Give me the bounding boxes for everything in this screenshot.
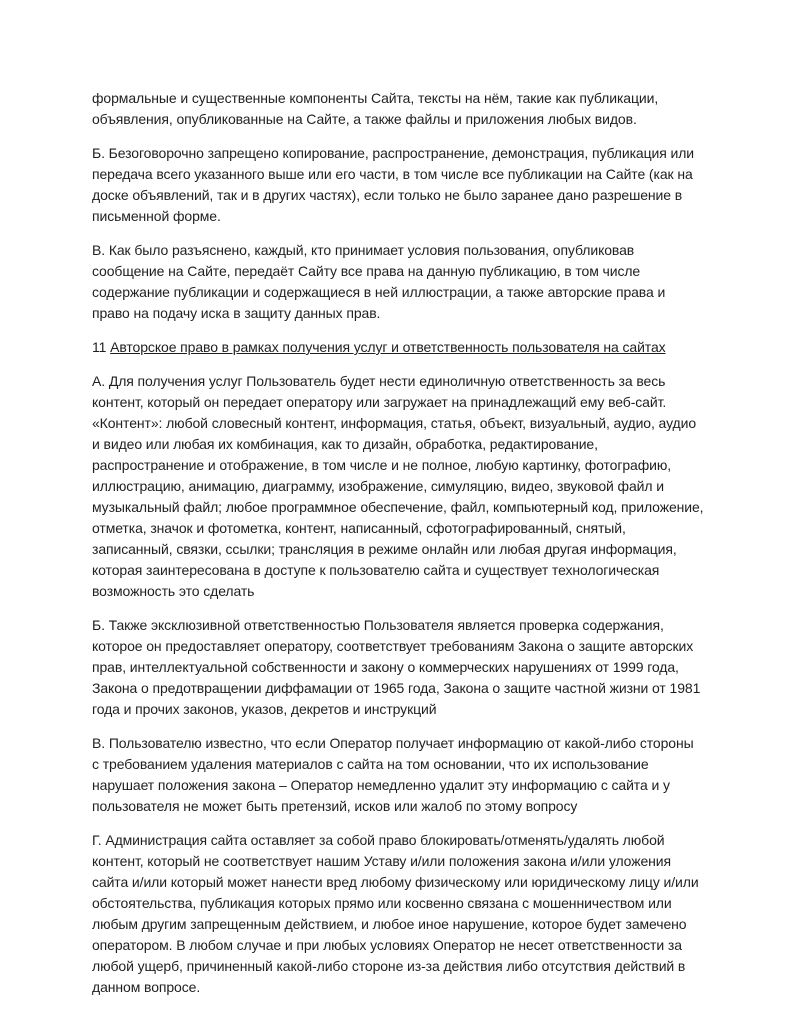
paragraph: Б. Безоговорочно запрещено копирование, распространение, демонстрация, публикация или передача всего указанного выше или его части, в том числе все публикации на Сайте (как на доске объявлений, так и в других частях), если только не было заранее дано разрешение в письменной форме. (92, 145, 695, 224)
document-body (92, 88, 704, 1011)
paragraph: Г. Администрация сайта оставляет за собой право блокировать/отменять/удалять любой контент, который не соответствует нашим Уставу и/или положения закона и/или уложения сайта и/или который может нанести вред любому физическому или юридическому лицу и/или обстоятельства, публикация которых прямо или косвенно связана с мошенничеством или любым другим запрещенным действием, и любое иное нарушение, которое будет замечено оператором. В любом случае и при любых условиях Оператор не несет ответственности за любой ущерб, причиненный какой-либо стороне из-за действия либо отсутствия действий в данном вопросе. (92, 832, 699, 995)
section-heading (92, 337, 704, 358)
paragraph: В. Как было разъяснено, каждый, кто принимает условия пользования, опубликовав сообщение на Сайте, передаёт Сайту все права на данную публикацию, в том числе содержание публикации и содержащиеся в ней иллюстрации, а также авторские права и право на подачу иска в защиту данных прав. (92, 242, 666, 321)
section-number: 11 (92, 339, 111, 355)
paragraph: Б. Также эксклюзивной ответственностью Пользователя является проверка содержания, которое он предоставляет оператору, соответствует требованиям Закона о защите авторских прав, интеллектуальной собственности и закону о коммерческих нарушениях от 1999 года, Закона о предотвращении диффамации от 1965 года, Закона о защите частной жизни от 1981 года и прочих законов, указов, декретов и инструкций (92, 617, 701, 717)
paragraph: А. Для получения услуг Пользователь будет нести единоличную ответственность за весь контент, который он передает оператору или загружает на принадлежащий ему веб-сайт. «Контент»: любой словесный контент, информация, статья, объект, визуальный, аудио, аудио и видео или любая их комбинация, как то дизайн, обработка, редактирование, распространение и отображение, в том числе и не полное, любую картинку, фотографию, иллюстрацию, анимацию, диаграмму, изображение, симуляцию, видео, звуковой файл и музыкальный файл; любое программное обеспечение, файл, компьютерный код, приложение, отметка, значок и фотометка, контент, написанный, сфотографированный, снятый, записанный, связки, ссылки; трансляция в режиме онлайн или любая другая информация, которая заинтересована в доступе к пользователю сайта и существует технологическая возможность это сделать (92, 373, 704, 599)
paragraph: В. Пользователю известно, что если Оператор получает информацию от какой-либо стороны с требованием удаления материалов с сайта на том основании, что их использование нарушает положения закона – Оператор немедленно удалит эту информацию с сайта и у пользователя не может быть претензий, исков или жалоб по этому вопросу (92, 735, 694, 814)
section-title: Авторское право в рамках получения услуг и ответственность пользователя на сайтах (110, 339, 666, 355)
paragraph: формальные и существенные компоненты Сайта, тексты на нём, такие как публикации, объявления, опубликованные на Сайте, а также файлы и приложения любых видов. (92, 90, 659, 127)
